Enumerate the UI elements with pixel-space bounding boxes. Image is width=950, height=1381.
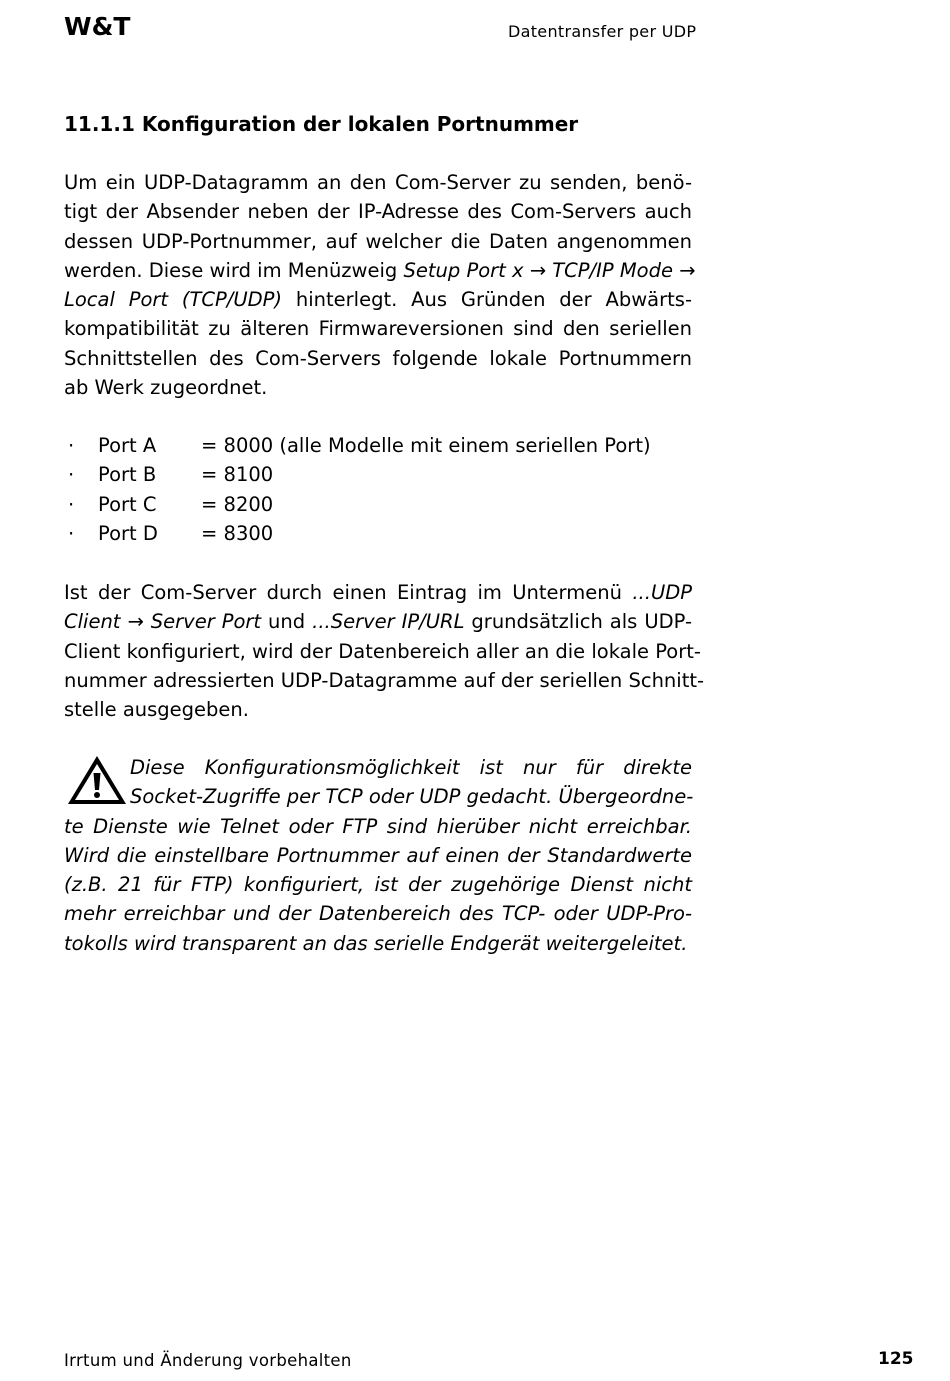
port-name: Port D (98, 521, 158, 545)
warning-line: te Dienste wie Telnet oder FTP sind hierüber nicht erreichbar. (64, 814, 692, 838)
port-name: Port A (98, 434, 157, 457)
text-run: Ist der Com-Server durch einen Eintrag im Untermenü (64, 581, 633, 604)
footer-disclaimer: Irrtum und Änderung vorbehalten (64, 1351, 352, 1370)
port-value: = 8000 (alle Modelle mit einem seriellen Port) (201, 434, 651, 457)
warning-line: tokolls wird transparent an das serielle Endgerät weitergeleitet. (64, 931, 688, 955)
menu-path: Local Port (TCP/UDP) (64, 288, 283, 312)
menu-path: ...Server IP/URL (312, 610, 465, 634)
paragraph-line: Um ein UDP-Datagramm an den Com-Server zu senden, benö- (64, 171, 692, 194)
section-heading: 11.1.1 Konfiguration der lokalen Portnummer (64, 112, 579, 136)
udp-client-paragraph (64, 578, 705, 724)
bullet: · (68, 434, 75, 457)
brand-logo: W&T (64, 12, 131, 41)
paragraph-line: ab Werk zugeordnet. (64, 376, 268, 400)
paragraph-line: Client konfiguriert, wird der Datenbereich aller an die lokale Port- (64, 639, 701, 663)
menu-path: ...UDP (632, 581, 692, 604)
port-name: Port B (98, 463, 157, 487)
port-name: Port C (98, 492, 157, 516)
port-value: = 8300 (201, 521, 274, 545)
text-run: hinterlegt. Aus Gründen der Abwärts- (282, 288, 692, 312)
page-number: 125 (878, 1349, 914, 1369)
port-value: = 8200 (201, 492, 274, 516)
paragraph-line: dessen UDP-Portnummer, auf welcher die Daten angenommen (64, 229, 692, 253)
warning-line: Socket-Zugriffe per TCP oder UDP gedacht. Übergeordne- (130, 785, 694, 809)
bullet: · (68, 463, 75, 487)
paragraph-line: tigt der Absender neben der IP-Adresse des Com-Servers auch (64, 200, 692, 224)
paragraph-line: Schnittstellen des Com-Servers folgende lokale Portnummern (64, 346, 692, 370)
paragraph-line: nummer adressierten UDP-Datagramme auf der seriellen Schnitt- (64, 668, 705, 692)
text-run: werden. Diese wird im Menüzweig (64, 258, 404, 282)
paragraph-line (64, 256, 696, 285)
text-run: und (261, 610, 313, 634)
menu-path: Client → Server Port (64, 610, 262, 634)
menu-path: Setup Port x → TCP/IP Mode → (403, 258, 696, 282)
paragraph-line: stelle ausgegeben. (64, 698, 249, 722)
text-run: grundsätzlich als UDP- (464, 610, 692, 634)
running-title: Datentransfer per UDP (508, 22, 697, 41)
port-value: = 8100 (201, 463, 274, 487)
warning-line: Diese Konfigurationsmöglichkeit ist nur für direkte (130, 756, 692, 779)
paragraph-line (64, 285, 692, 314)
warning-line: Wird die einstellbare Portnummer auf einen der Standardwerte (64, 843, 692, 867)
paragraph-line (64, 607, 692, 636)
warning-line: (z.B. 21 für FTP) konfiguriert, ist der zugehörige Dienst nicht (64, 873, 692, 897)
warning-note (64, 753, 692, 958)
bullet: · (68, 492, 75, 516)
bullet: · (68, 521, 75, 545)
paragraph-line: kompatibilität zu älteren Firmwareversionen sind den seriellen (64, 317, 692, 341)
intro-paragraph (64, 168, 696, 402)
warning-line: mehr erreichbar und der Datenbereich des TCP- oder UDP-Pro- (64, 902, 692, 926)
paragraph-line (64, 578, 692, 607)
